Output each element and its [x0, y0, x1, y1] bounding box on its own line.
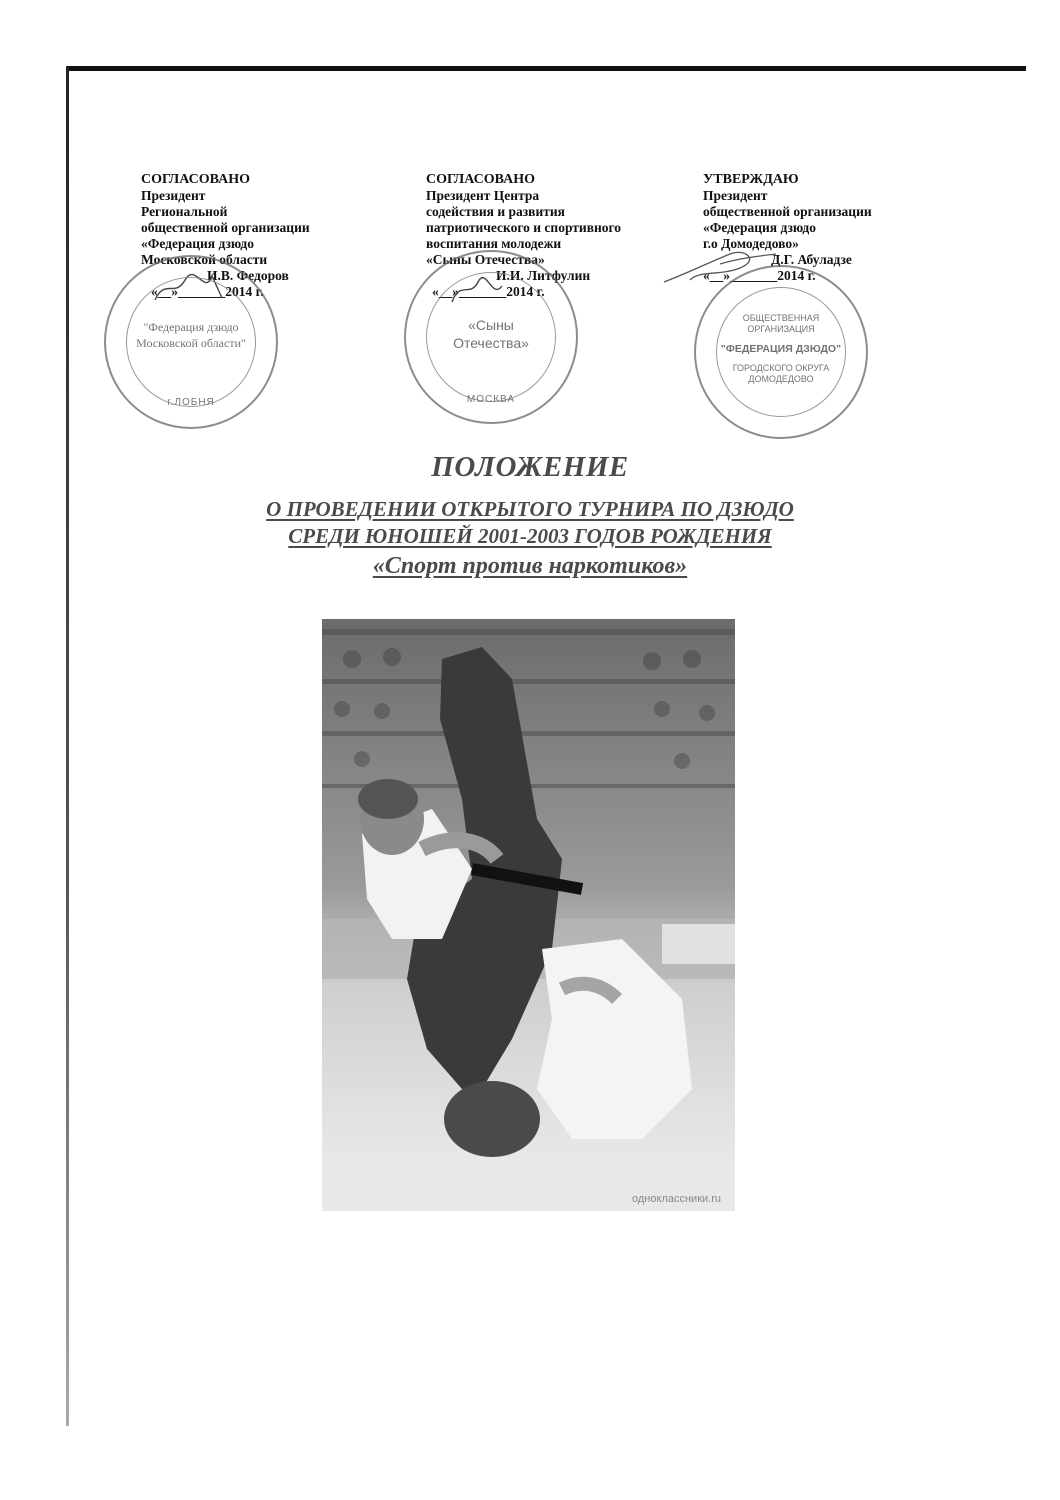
stamp-left: [104, 255, 278, 429]
approval-line: «Сыны Отечества»: [426, 252, 545, 267]
stamp-left-center: "Федерация дзюдо Московской области": [136, 320, 246, 350]
document-subtitle-line-3: «Спорт против наркотиков»: [372, 553, 688, 579]
approval-signer: И.И. Литфулин: [496, 268, 591, 283]
approval-date: «__»_______2014 г.: [432, 284, 545, 299]
approval-line: общественной организации: [703, 204, 872, 219]
approval-line: Региональной: [141, 204, 228, 219]
photo-watermark: одноклассники.ru: [632, 1193, 721, 1205]
approval-line: содействия и развития: [426, 204, 565, 219]
approval-heading: СОГЛАСОВАНО: [426, 172, 535, 187]
approval-line: воспитания молодежи: [426, 236, 562, 251]
stamp-middle-center: «Сыны Отечества»: [453, 317, 529, 351]
document-title: ПОЛОЖЕНИЕ: [431, 451, 629, 483]
approval-line: Московской области: [141, 252, 268, 267]
approval-line: «Федерация дзюдо: [703, 220, 817, 235]
judo-photo-illustration: [322, 619, 735, 1211]
stamp-middle: [404, 250, 578, 424]
approval-date: «__»_______2014 г.: [151, 284, 264, 299]
stamp-right: [694, 265, 868, 439]
approval-heading: СОГЛАСОВАНО: [141, 172, 250, 187]
scan-border-left: [66, 66, 69, 1426]
approval-date: «__»_______2014 г.: [703, 268, 816, 283]
stamp-left-bottom: г.ЛОБНЯ: [167, 397, 215, 408]
approval-line: общественной организации: [141, 220, 310, 235]
document-subtitle-line-2: СРЕДИ ЮНОШЕЙ 2001-2003 ГОДОВ РОЖДЕНИЯ: [288, 524, 772, 548]
approval-line: г.о Домодедово»: [703, 236, 799, 251]
approval-signer: Д.Г. Абуладзе: [771, 252, 852, 267]
judo-photo: [322, 619, 735, 1211]
approval-line: патриотического и спортивного: [426, 220, 622, 235]
stamp-right-bottom: ГОРОДСКОГО ОКРУГА ДОМОДЕДОВО: [732, 363, 830, 384]
approval-line: Президент: [141, 188, 206, 203]
approval-heading: УТВЕРЖДАЮ: [703, 172, 799, 187]
approval-line: Президент: [703, 188, 768, 203]
stamp-middle-bottom: МОСКВА: [466, 394, 516, 405]
stamp-right-main: "ФЕДЕРАЦИЯ ДЗЮДО": [720, 343, 842, 355]
scan-border-top: [66, 66, 1026, 71]
approval-line: «Федерация дзюдо: [141, 236, 255, 251]
approval-line: Президент Центра: [426, 188, 540, 203]
stamp-right-top: ОБЩЕСТВЕННАЯ ОРГАНИЗАЦИЯ: [742, 313, 820, 334]
approval-signer: И.В. Федоров: [207, 268, 289, 283]
document-subtitle-line-1: О ПРОВЕДЕНИИ ОТКРЫТОГО ТУРНИРА ПО ДЗЮДО: [266, 497, 794, 521]
